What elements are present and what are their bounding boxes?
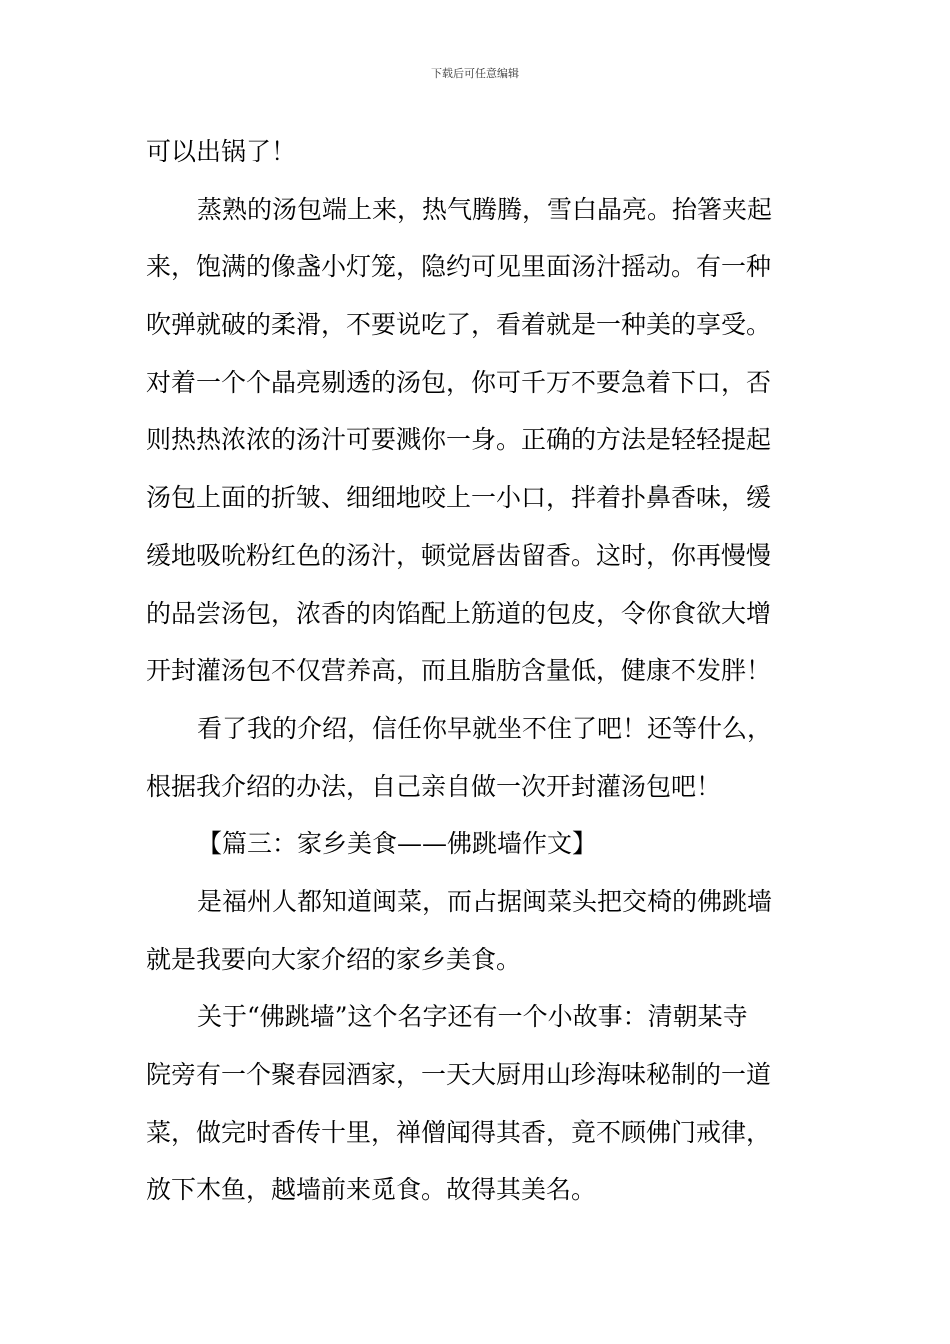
text-line: 的品尝汤包，浓香的肉馅配上筋道的包皮，令你食欲大增 [146, 598, 772, 628]
text-line: 吹弹就破的柔滑，不要说吃了，看着就是一种美的享受。 [146, 310, 772, 340]
document-body [146, 129, 806, 1225]
text-line: 菜，做完时香传十里，禅僧闻得其香，竟不顾佛门戒律， [146, 1117, 772, 1147]
text-line: 开封灌汤包不仅营养高，而且脂肪含量低，健康不发胖！ [146, 656, 772, 686]
text-line: 放下木鱼，越墙前来觅食。故得其美名。 [146, 1175, 597, 1205]
text-line: 是福州人都知道闽菜，而占据闽菜头把交椅的佛跳墙 [197, 886, 773, 916]
text-line: 就是我要向大家介绍的家乡美食。 [146, 944, 522, 974]
text-line: 缓地吸吮粉红色的汤汁，顿觉唇齿留香。这时，你再慢慢 [146, 540, 772, 570]
text-line: 则热热浓浓的汤汁可要溅你一身。正确的方法是轻轻提起 [146, 425, 772, 455]
section-heading: 【篇三：家乡美食——佛跳墙作文】 [197, 829, 598, 859]
text-line: 院旁有一个聚春园酒家，一天大厨用山珍海味秘制的一道 [146, 1060, 772, 1089]
text-line: 来，饱满的像盏小灯笼，隐约可见里面汤汁摇动。有一种 [146, 252, 772, 282]
text-line: 可以出锅了！ [146, 137, 297, 166]
text-line: 根据我介绍的办法，自己亲自做一次开封灌汤包吧！ [146, 771, 722, 801]
text-line: 看了我的介绍，信任你早就坐不住了吧！还等什么， [197, 713, 773, 743]
text-line: 汤包上面的折皱、细细地咬上一小口，拌着扑鼻香味，缓 [146, 483, 772, 513]
text-line: 对着一个个晶亮剔透的汤包，你可千万不要急着下口，否 [146, 367, 772, 397]
text-line: 关于“佛跳墙”这个名字还有一个小故事：清朝某寺 [197, 1002, 748, 1032]
page-header: 下载后可任意编辑 [431, 67, 519, 80]
text-line: 蒸熟的汤包端上来，热气腾腾，雪白晶亮。抬箸夹起 [197, 194, 773, 224]
